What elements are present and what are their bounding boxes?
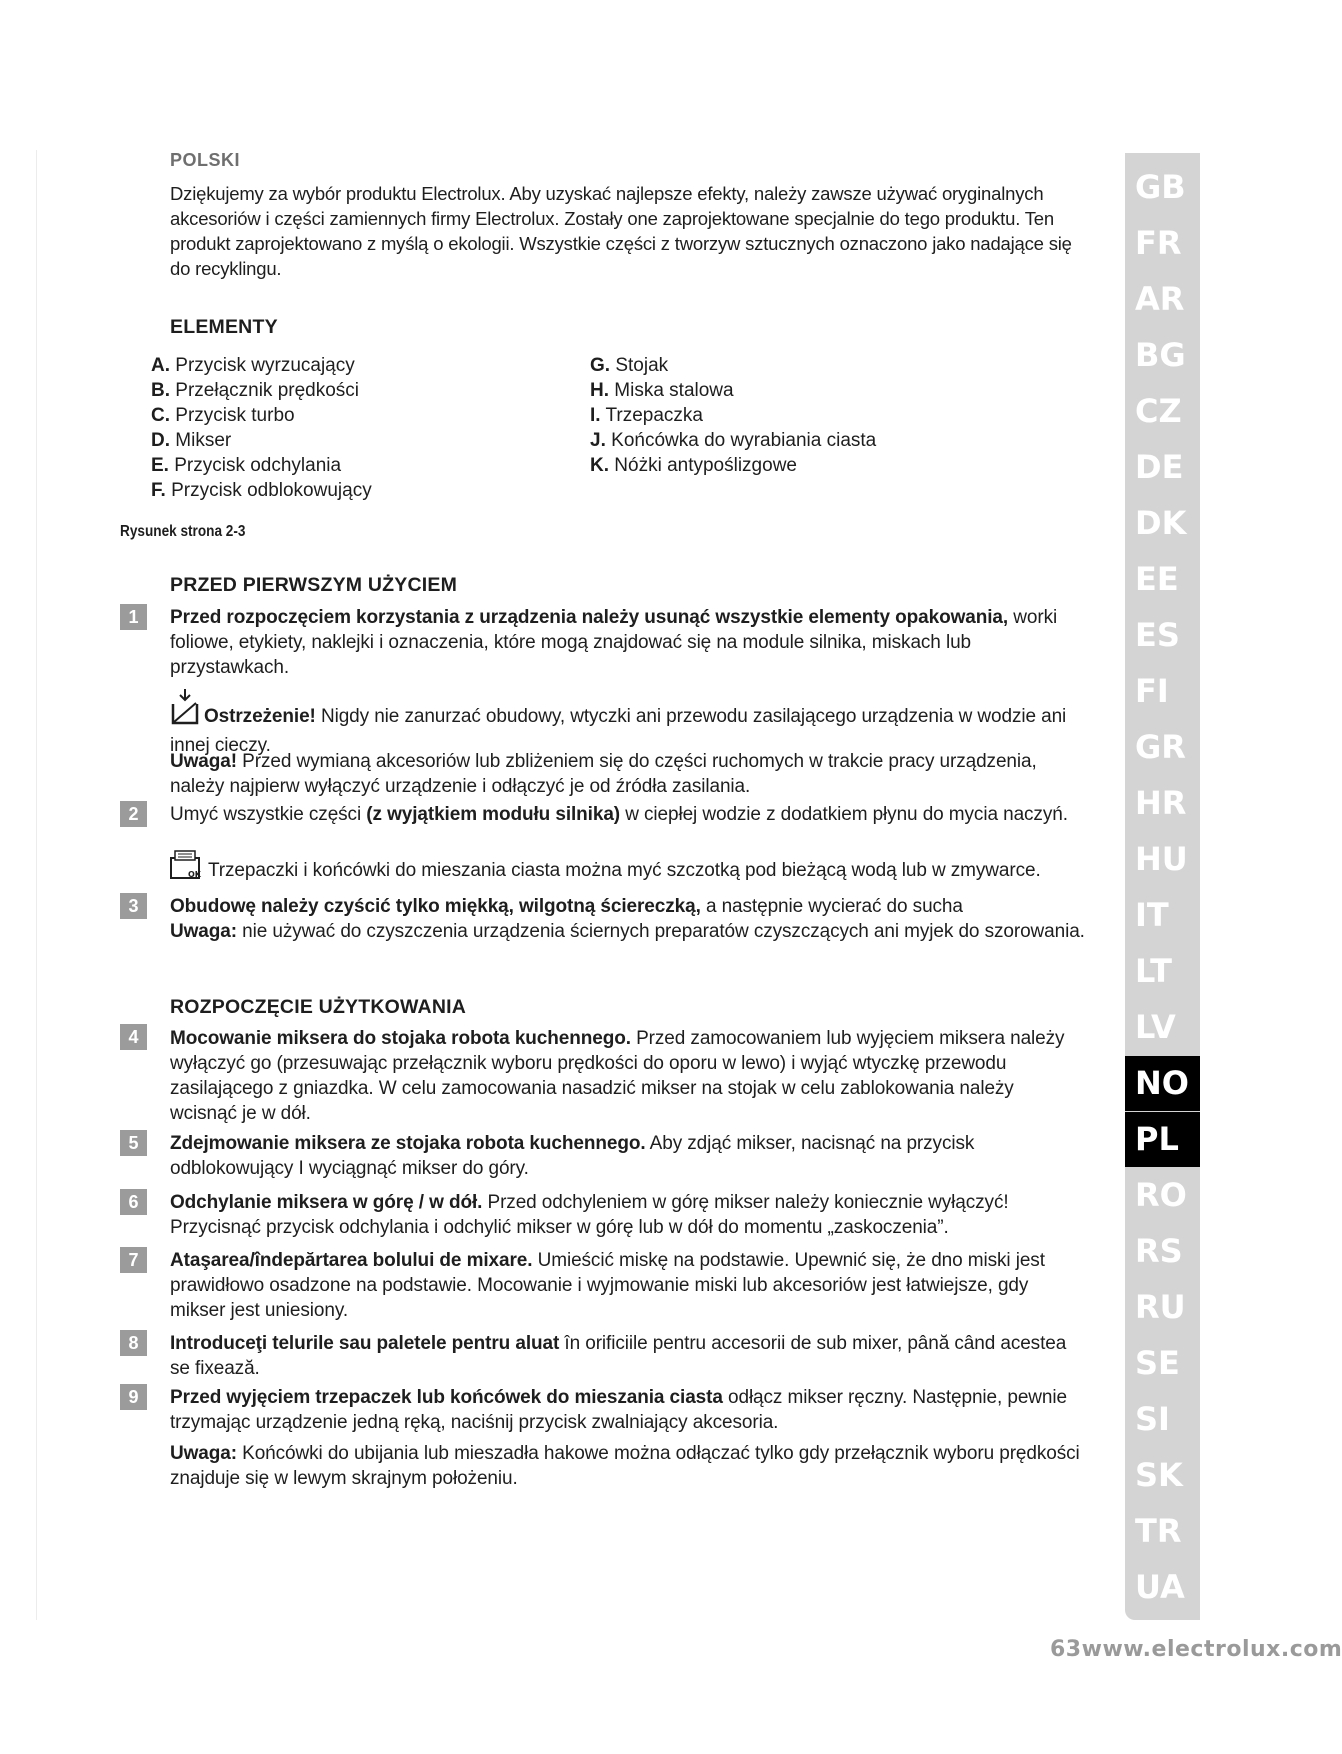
components-title: ELEMENTY (170, 316, 278, 338)
component-item: D. Mikser (151, 430, 232, 451)
lang-tab-fi[interactable]: FI (1135, 672, 1169, 710)
lang-tab-gb[interactable]: GB (1135, 168, 1186, 206)
first-use-title: PRZED PIERWSZYM UŻYCIEM (170, 574, 458, 596)
lang-tab-gr[interactable]: GR (1135, 728, 1186, 766)
lang-tab-pl[interactable]: PL (1125, 1112, 1200, 1167)
step-number-badge: 9 (120, 1384, 147, 1410)
page-margin-rule (36, 150, 37, 1620)
caution-paragraph: Uwaga! Przed wymianą akcesoriów lub zbliżeniem się do części ruchomych w trakcie pracy urządzenia, należy najpierw wyłączyć urządzenie i odłączyć je od źródła zasilania. (170, 751, 1037, 797)
lang-tab-ro[interactable]: RO (1135, 1176, 1187, 1214)
language-header: POLSKI (170, 150, 241, 170)
lang-tab-ru[interactable]: RU (1135, 1288, 1186, 1326)
lang-tab-se[interactable]: SE (1135, 1344, 1180, 1382)
component-item: K. Nóżki antypoślizgowe (590, 455, 797, 476)
lang-tab-es[interactable]: ES (1135, 616, 1180, 654)
lang-tab-de[interactable]: DE (1135, 448, 1184, 486)
lang-tab-it[interactable]: IT (1135, 896, 1169, 934)
component-item: I. Trzepaczka (590, 405, 703, 426)
lang-tab-tr[interactable]: TR (1135, 1512, 1182, 1550)
component-item: F. Przycisk odblokowujący (151, 480, 372, 501)
lang-tab-ee[interactable]: EE (1135, 560, 1179, 598)
dishwasher-icon (170, 850, 204, 887)
lang-tab-lv[interactable]: LV (1135, 1008, 1176, 1046)
lang-tab-cz[interactable]: CZ (1135, 392, 1182, 430)
language-tabs (1125, 153, 1200, 1620)
lang-tab-ar[interactable]: AR (1135, 280, 1185, 318)
warning-immerse-icon (170, 688, 200, 733)
component-item: B. Przełącznik prędkości (151, 380, 360, 401)
step-7-text: Ataşarea/îndepărtarea bolului de mixare. Umieścić miskę na podstawie. Upewnić się, że dno miski jest prawidłowo osadzone na podstawie. Mocowanie i wyjmowanie miski lub akcesoriów jest łatwiejsze, gdy mikser jest uniesiony. (170, 1250, 1045, 1321)
step-number-badge: 3 (120, 893, 147, 919)
figure-reference: Rysunek strona 2-3 (120, 523, 246, 540)
lang-tab-hu[interactable]: HU (1135, 840, 1188, 878)
lang-tab-dk[interactable]: DK (1135, 504, 1187, 542)
lang-tab-sk[interactable]: SK (1135, 1456, 1183, 1494)
component-item: C. Przycisk turbo (151, 405, 295, 426)
step-number-badge: 8 (120, 1330, 147, 1356)
intro-paragraph: Dziękujemy za wybór produktu Electrolux. Aby uzyskać najlepsze efekty, należy zawsze używać oryginalnych akcesoriów i części zamiennych firmy Electrolux. Zostały one zaprojektowane specjalnie do tego produktu. Ten produkt zaprojektowano z myślą o ekologii. Wszystkie części z tworzyw sztucznych oznaczono jako nadające się do recyklingu. (170, 183, 1072, 279)
component-item: E. Przycisk odchylania (151, 455, 342, 476)
lang-tab-lt[interactable]: LT (1135, 952, 1172, 990)
components-list-left (151, 353, 372, 503)
step-number-badge: 4 (120, 1024, 147, 1050)
step-2-text: Umyć wszystkie części (z wyjątkiem modułu silnika) w ciepłej wodzie z dodatkiem płynu do mycia naczyń. (170, 804, 1068, 825)
step-3-note: Uwaga: nie używać do czyszczenia urządzenia ściernych preparatów czyszczących ani myjek do szorowania. (170, 921, 1085, 942)
step-6-text: Odchylanie miksera w górę / w dół. Przed odchyleniem w górę mikser należy koniecznie wyłączyć! Przycisnąć przycisk odchylania i odchylić mikser w górę lub w dół do momentu „zaskoczenia”. (170, 1192, 1009, 1238)
step-number-badge: 7 (120, 1247, 147, 1273)
page-footer: 63www.electrolux.com (1050, 1637, 1342, 1662)
component-item: H. Miska stalowa (590, 380, 734, 401)
step-number-badge: 5 (120, 1130, 147, 1156)
getting-started-title: ROZPOCZĘCIE UŻYTKOWANIA (170, 996, 467, 1018)
lang-tab-fr[interactable]: FR (1135, 224, 1182, 262)
step-9-text: Przed wyjęciem trzepaczek lub końcówek do mieszania ciasta odłącz mikser ręczny. Następnie, pewnie trzymając urządzenie jedną ręką, naciśnij przycisk zwalniający akcesoria. (170, 1387, 1067, 1433)
lang-tab-rs[interactable]: RS (1135, 1232, 1183, 1270)
step-4-text: Mocowanie miksera do stojaka robota kuchennego. Przed zamocowaniem lub wyjęciem miksera należy wyłączyć go (przesuwając przełącznik wyboru prędkości do oporu w lewo) i wyjąć wtyczkę przewodu zasilającego z gniazdka. W celu zamocowania nasadzić mikser na stojak w celu zablokowania należy wcisnąć je w dół. (170, 1028, 1065, 1124)
lang-tab-ua[interactable]: UA (1135, 1568, 1185, 1606)
step-number-badge: 2 (120, 801, 147, 827)
lang-tab-hr[interactable]: HR (1135, 784, 1187, 822)
step-5-text: Zdejmowanie miksera ze stojaka robota kuchennego. Aby zdjąć mikser, nacisnąć na przycisk odblokowujący I wyciągnąć mikser do góry. (170, 1133, 975, 1179)
component-item: J. Końcówka do wyrabiania ciasta (590, 430, 877, 451)
components-list-right (590, 353, 876, 478)
component-item: A. Przycisk wyrzucający (151, 355, 355, 376)
svg-text:OK: OK (188, 870, 201, 879)
final-note: Uwaga: Końcówki do ubijania lub mieszadła hakowe można odłączać tylko gdy przełącznik wyboru prędkości znajduje się w lewym skrajnym położeniu. (170, 1443, 1080, 1489)
dishwasher-note: OK Trzepaczki i końcówki do mieszania ciasta można myć szczotką pod bieżącą wodą lub w zmywarce. (170, 850, 1085, 887)
step-8-text: Introduceţi telurile sau paletele pentru aluat în orificiile pentru accesorii de sub mixer, până când acestea se fixează. (170, 1333, 1067, 1379)
step-number-badge: 1 (120, 604, 147, 630)
warning-paragraph: Ostrzeżenie! Nigdy nie zanurzać obudowy, wtyczki ani przewodu zasilającego urządzenia w wodzie ani innej cieczy. (170, 688, 1085, 758)
component-item: G. Stojak (590, 355, 669, 376)
lang-tab-bg[interactable]: BG (1135, 336, 1186, 374)
lang-tab-si[interactable]: SI (1135, 1400, 1170, 1438)
step-1-text: Przed rozpoczęciem korzystania z urządzenia należy usunąć wszystkie elementy opakowania, worki foliowe, etykiety, naklejki i oznaczenia, które mogą znajdować się na module silnika, miskach lub przystawkach. (170, 607, 1058, 678)
lang-tab-no[interactable]: NO (1125, 1056, 1200, 1111)
step-3-text: Obudowę należy czyścić tylko miękką, wilgotną ściereczką, a następnie wycierać do sucha (170, 896, 963, 917)
step-number-badge: 6 (120, 1189, 147, 1215)
